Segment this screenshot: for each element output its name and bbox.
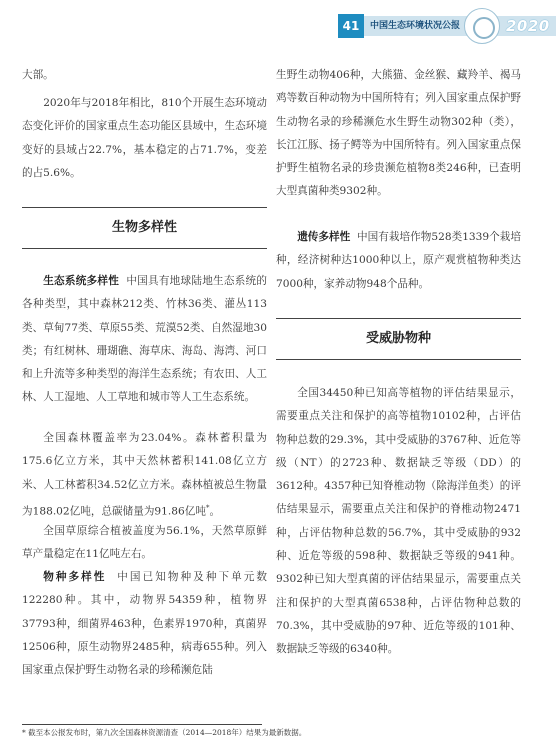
ecosystem-text: 中国具有地球陆地生态系统的各种类型，其中森林212类、竹林36类、灌丛113类、草甸77类、草原55类、荒漠52类、自然湿地30类；有红树林、珊瑚礁、海草床、海岛、海湾、河口和上升流等多种类型的海洋生态系统；有农田、人工林、人工湿地、人工草地和城市等人工生态系统。: [22, 275, 267, 404]
header-emblem-icon: [464, 8, 500, 44]
lead-ecosystem-diversity: 生态系统多样性: [43, 275, 120, 287]
paragraph-species-diversity: [22, 566, 267, 682]
paragraph-continuation: 大部。: [22, 69, 54, 81]
paragraph-ecosystem-diversity: [22, 270, 267, 410]
lead-genetic-diversity: 遗传多样性: [297, 231, 351, 243]
lead-species-diversity: 物种多样性: [43, 571, 107, 583]
forest-text: 全国森林覆盖率为23.04%。森林蓄积量为175.6亿立方米，其中天然林蓄积141.08亿立方米、人工林蓄积34.52亿立方米。森林植被总生物量为188.02亿吨，总碳储量为91.86亿吨: [22, 432, 267, 518]
section-heading-threatened-species: [276, 318, 521, 360]
publication-year: 2020: [506, 17, 550, 35]
footnote-rule: [22, 724, 262, 725]
section-title: 生物多样性: [111, 220, 177, 235]
species-text: 中国已知物种及种下单元数122280种。其中，动物界54359种，植物界37793种，细菌界463种，色素界1970种，真菌界12506种，原生动物界2485种，病毒655种。列入国家重点保护野生动物名录的珍稀濒危陆: [22, 571, 267, 677]
paragraph-threatened-species: 全国34450种已知高等植物的评估结果显示，需要重点关注和保护的高等植物10102种，占评估物种总数的29.3%，其中受威胁的3767种、近危等级（NT）的2723种、数据缺乏等级（DD）的3612种。4357种已知脊椎动物（除海洋鱼类）的评估结果显示，需要重点关注和保护的脊椎动物2471种，占评估物种总数的56.7%，其中受威胁的932种、近危等级的598种、数据缺乏等级的941种。9302种已知大型真菌的评估结果显示，需要重点关注和保护的大型真菌6538种，占评估物种总数的70.3%，其中受威胁的97种、近危等级的101种、数据缺乏等级的6340种。: [276, 387, 521, 656]
paragraph-ecological-change: 2020年与2018年相比，810个开展生态环境动态变化评价的国家重点生态功能区县域中，生态环境变好的县域占22.7%，基本稳定的占71.7%，变差的占5.6%。: [22, 97, 267, 179]
section-heading-biodiversity: [22, 207, 267, 249]
page-number: 41: [338, 14, 364, 38]
paragraph-genetic-diversity: [276, 226, 521, 296]
paragraph-forest: [22, 427, 267, 524]
footnote-mark: *: [205, 503, 210, 512]
forest-text-end: 。: [209, 505, 221, 518]
footnote: * 截至本公报发布时，第九次全国森林资源清查（2014—2018年）结果为最新数据。: [22, 728, 307, 737]
page-header: [310, 0, 556, 50]
paragraph-grassland: 全国草原综合植被盖度为56.1%，天然草原鲜草产量稳定在11亿吨左右。: [22, 525, 267, 561]
genetic-text: 中国有栽培作物528类1339个栽培种，经济树种达1000种以上，原产观赏植物种类达7000种，家养动物948个品种。: [276, 231, 521, 290]
section-title: 受威胁物种: [365, 331, 431, 346]
paragraph-wildlife: 生野生动物406种，大熊猫、金丝猴、藏羚羊、褐马鸡等数百种动物为中国所特有；列入国家重点保护野生动物名录的珍稀濒危水生野生动物302种（类），长江江豚、扬子鳄等为中国所特有。列入国家重点保护野生植物名录的珍贵濒危植物8类246种，已查明大型真菌种类9302种。: [276, 69, 521, 198]
publication-title: 中国生态环境状况公报: [370, 21, 461, 31]
